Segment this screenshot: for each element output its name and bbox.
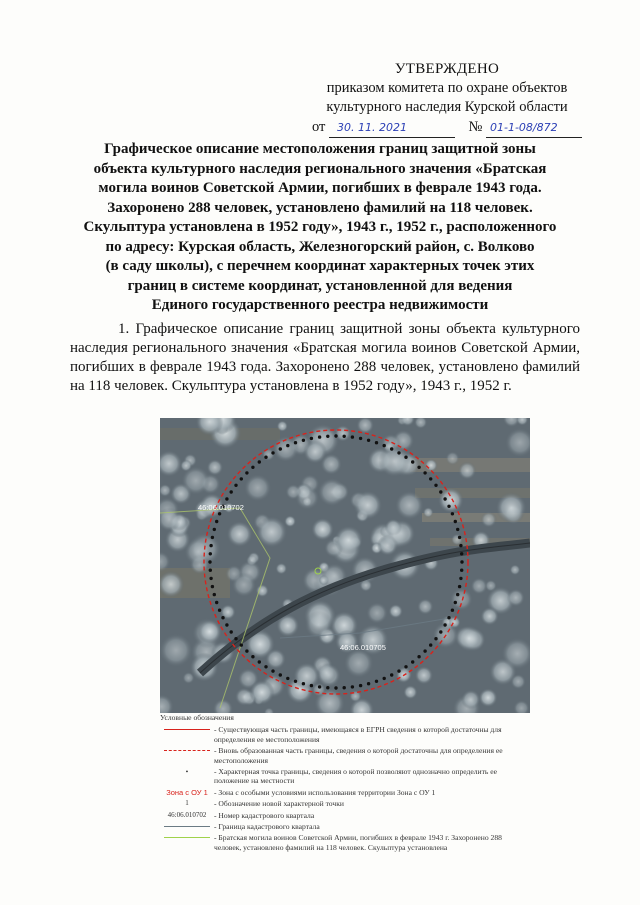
boundary-point	[230, 490, 233, 493]
zone-symbol: Зона с ОУ 1	[166, 787, 208, 797]
tree-crown	[458, 462, 476, 480]
boundary-point	[258, 460, 261, 463]
title-line: Графическое описание местоположения границ защитной зоны	[104, 141, 536, 157]
tree-crown	[244, 474, 272, 502]
cadastral-number-symbol: 46:06.010702	[167, 810, 207, 819]
boundary-point	[225, 623, 228, 626]
boundary-point	[279, 447, 282, 450]
tree-crown	[366, 602, 388, 624]
legend-row: - Вновь образованная часть границы, сведения о которой достаточны для определения ее местоположения	[160, 746, 522, 765]
boundary-point	[208, 560, 211, 563]
boundary-point	[258, 660, 261, 663]
tree-crown	[507, 589, 525, 607]
point-symbol: •	[185, 767, 189, 777]
boundary-point	[417, 466, 420, 469]
boundary-point	[454, 601, 457, 604]
boundary-point	[213, 528, 216, 531]
existing-boundary-symbol	[160, 725, 214, 734]
boundary-point	[209, 552, 212, 555]
boundary-point	[411, 460, 414, 463]
boundary-point	[351, 685, 354, 688]
boundary-point	[271, 669, 274, 672]
boundary-point	[271, 451, 274, 454]
boundary-point	[218, 512, 221, 515]
boundary-point	[429, 643, 432, 646]
tree-crown	[451, 534, 463, 546]
tree-crown	[450, 588, 473, 611]
boundary-point	[218, 609, 221, 612]
boundary-point	[240, 477, 243, 480]
boundary-point	[213, 593, 216, 596]
boundary-point	[211, 536, 214, 539]
title-line: объекта культурного наследия регионального значения «Братская	[93, 160, 547, 177]
handwritten-number: 01-1-08/872	[486, 118, 582, 138]
boundary-point	[383, 444, 386, 447]
tree-crown	[456, 625, 482, 651]
tree-crown	[246, 555, 258, 567]
boundary-point	[209, 569, 212, 572]
boundary-point	[294, 680, 297, 683]
tree-crown	[265, 649, 286, 670]
legend-row: - Существующая часть границы, имеющаяся в ЕГРН сведения о которой достаточны для определения ее местоположения	[160, 725, 522, 744]
boundary-point	[397, 669, 400, 672]
boundary-point	[302, 439, 305, 442]
boundary-point	[286, 444, 289, 447]
aerial-map	[160, 418, 530, 713]
boundary-point	[456, 593, 459, 596]
cadastral-label-bottom: 46:06.010705	[340, 643, 386, 652]
title-line: границ в системе координат, установленной для ведения	[127, 277, 513, 294]
boundary-point	[423, 649, 426, 652]
boundary-point	[240, 643, 243, 646]
boundary-point	[294, 441, 297, 444]
boundary-point	[310, 684, 313, 687]
title-line: Скульптура установлена в 1952 году», 1943 г., 1952 г., расположенного	[83, 219, 557, 235]
boundary-point	[458, 536, 461, 539]
boundary-point	[264, 456, 267, 459]
boundary-point	[209, 577, 212, 580]
tree-crown	[198, 620, 222, 644]
boundary-point	[417, 655, 420, 658]
boundary-point	[334, 686, 337, 689]
boundary-point	[375, 680, 378, 683]
tree-crown	[446, 451, 460, 465]
boundary-point	[279, 673, 282, 676]
boundary-point	[318, 685, 321, 688]
title-line: могила воинов Советской Армии, погибших в феврале 1943 года.	[98, 180, 542, 196]
tree-crown	[510, 564, 521, 575]
tree-crown	[312, 683, 326, 697]
tree-crown	[311, 518, 334, 541]
tree-crown	[461, 690, 481, 710]
boundary-point	[302, 682, 305, 685]
cadastral-boundary-symbol	[160, 822, 214, 831]
boundary-point	[404, 456, 407, 459]
boundary-point	[459, 544, 462, 547]
boundary-point	[251, 655, 254, 658]
boundary-point	[375, 441, 378, 444]
boundary-point	[230, 630, 233, 633]
tree-crown	[403, 685, 417, 699]
boundary-point	[447, 616, 450, 619]
boundary-point	[310, 437, 313, 440]
tree-crown	[303, 440, 327, 464]
boundary-point	[439, 490, 442, 493]
boundary-point	[390, 447, 393, 450]
legend-row: 46:06.010702 - Номер кадастрового квартала	[160, 811, 522, 820]
approval-line-2: культурного наследия Курской области	[326, 99, 568, 115]
boundary-point	[343, 686, 346, 689]
boundary-point	[326, 435, 329, 438]
boundary-point	[215, 520, 218, 523]
boundary-point	[334, 434, 337, 437]
boundary-point	[458, 585, 461, 588]
legend-row: Зона с ОУ 1 - Зона с особыми условиями использования территории Зона с ОУ 1	[160, 788, 522, 797]
tree-crown	[184, 538, 212, 566]
boundary-point	[460, 560, 463, 563]
legend-title: Условные обозначения	[160, 713, 234, 722]
boundary-point	[367, 439, 370, 442]
boundary-point	[359, 437, 362, 440]
boundary-point	[211, 585, 214, 588]
tree-crown	[249, 680, 274, 705]
title-line: по адресу: Курская область, Железногорский район, с. Волково	[105, 238, 535, 255]
tree-crown	[480, 607, 499, 626]
legend-row: - Граница кадастрового квартала	[160, 822, 522, 831]
boundary-point	[359, 684, 362, 687]
document-title	[60, 140, 580, 316]
tree-crown	[388, 604, 403, 619]
new-boundary-symbol	[160, 746, 214, 755]
boundary-point	[245, 649, 248, 652]
tree-crown	[334, 525, 363, 554]
tree-crown	[295, 486, 319, 510]
tree-crown	[353, 490, 382, 519]
boundary-point	[383, 677, 386, 680]
tree-crown	[415, 666, 434, 685]
tree-crown	[232, 573, 257, 598]
tree-crown	[423, 507, 434, 518]
boundary-point	[351, 435, 354, 438]
approval-stamp	[312, 60, 582, 138]
boundary-point	[318, 435, 321, 438]
boundary-point	[264, 665, 267, 668]
map-image	[160, 418, 530, 713]
tree-crown	[496, 492, 527, 523]
boundary-point	[343, 435, 346, 438]
tree-crown	[417, 598, 433, 614]
tree-crown	[318, 478, 347, 507]
boundary-point	[456, 528, 459, 531]
boundary-point	[460, 552, 463, 555]
legend-row: - Братская могила воинов Советской Армии, погибших в феврале 1943 г. Захоронено 288 человек, установлено фамилий на 118 человек. Скульптура установлена	[160, 833, 522, 852]
approval-date-number-row	[312, 118, 582, 138]
boundary-point	[429, 477, 432, 480]
tree-crown	[181, 466, 210, 495]
boundary-point	[443, 623, 446, 626]
tree-crown	[160, 633, 193, 667]
boundary-point	[234, 637, 237, 640]
tree-crown	[511, 674, 526, 689]
boundary-point	[215, 601, 218, 604]
boundary-point	[367, 682, 370, 685]
tree-crown	[395, 491, 424, 520]
tree-crown	[471, 578, 488, 595]
boundary-point	[245, 471, 248, 474]
boundary-point	[439, 630, 442, 633]
boundary-point	[390, 673, 393, 676]
boundary-point	[454, 520, 457, 523]
boundary-point	[451, 609, 454, 612]
approval-line-1: приказом комитета по охране объектов	[326, 80, 568, 96]
boundary-point	[404, 665, 407, 668]
approval-heading: УТВЕРЖДЕНО	[394, 61, 500, 77]
boundary-point	[209, 544, 212, 547]
boundary-point	[234, 484, 237, 487]
boundary-point	[434, 484, 437, 487]
tree-crown	[275, 563, 287, 575]
tree-crown	[277, 420, 288, 431]
boundary-point	[443, 497, 446, 500]
monument-symbol	[160, 833, 214, 842]
boundary-point	[221, 616, 224, 619]
new-point-number-symbol: 1	[185, 799, 189, 808]
boundary-point	[447, 505, 450, 508]
map-legend	[160, 713, 522, 854]
handwritten-date: 30. 11. 2021	[329, 118, 455, 138]
boundary-point	[451, 512, 454, 515]
tree-crown	[479, 688, 498, 707]
boundary-point	[251, 466, 254, 469]
boundary-point	[459, 577, 462, 580]
boundary-point	[397, 451, 400, 454]
title-line: Захоронено 288 человек, установлено фамилий на 118 человек.	[107, 199, 533, 216]
approval-date: от 30. 11. 2021	[312, 118, 455, 138]
tree-crown	[226, 521, 252, 547]
tree-crown	[379, 520, 409, 550]
boundary-point	[225, 497, 228, 500]
legend-row: 1 - Обозначение новой характерной точки	[160, 799, 522, 808]
boundary-point	[411, 660, 414, 663]
tree-crown	[207, 459, 224, 476]
cadastral-label-top: 46:06.010702	[198, 503, 244, 512]
boundary-point	[326, 686, 329, 689]
legend-row: • - Характерная точка границы, сведения о которой позволяют однозначно определить ее положение на местности	[160, 767, 522, 786]
title-line: Единого государственного реестра недвижимости	[151, 297, 489, 313]
boundary-point	[460, 569, 463, 572]
tree-crown	[481, 512, 497, 528]
boundary-point	[286, 677, 289, 680]
section-1-paragraph: 1. Графическое описание границ защитной зоны объекта культурного наследия регионального значения «Братская могила воинов Советской Армии, погибших в феврале 1943 года. Захоронено 288 человек, установлено фамилий на 118 человек. Скульптура установлена в 1952 году», 1943 г., 1952 г.	[70, 321, 580, 394]
title-line: (в саду школы), с перечнем координат характерных точек этих	[105, 258, 535, 274]
boundary-point	[434, 637, 437, 640]
approval-number: № 01-1-08/872	[469, 118, 582, 138]
boundary-point	[423, 471, 426, 474]
